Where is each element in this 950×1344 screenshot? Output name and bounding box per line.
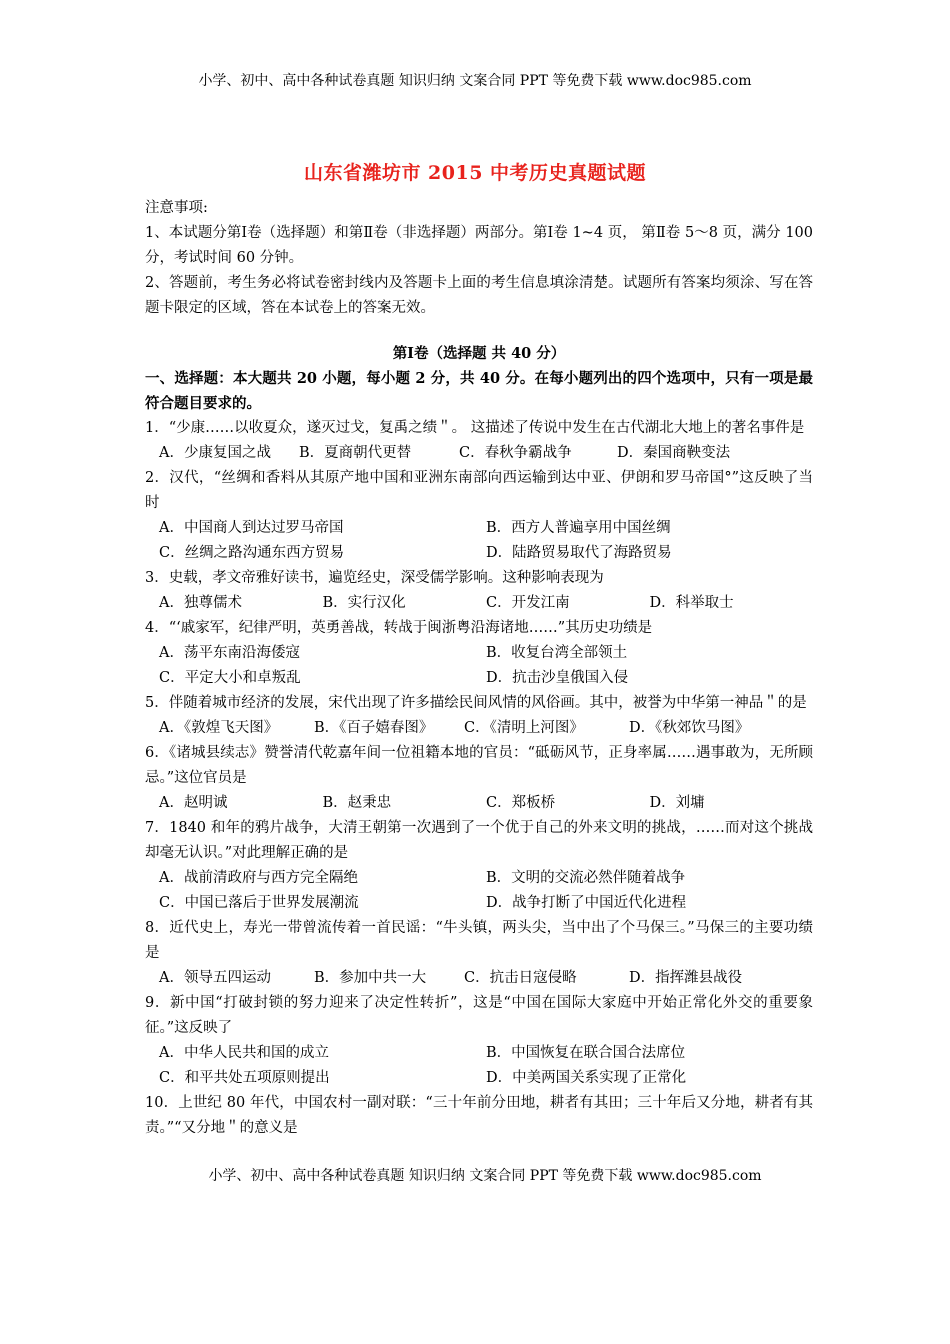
option-d: D．秦国商鞅变法 (617, 445, 731, 461)
option-a: A．少康复国之战 (159, 445, 271, 461)
question-8-options (145, 966, 813, 991)
option-a: A．中华人民共和国的成立 (159, 1045, 329, 1061)
option-d: D．刘墉 (649, 795, 705, 811)
option-a: A．独尊儒术 (159, 595, 242, 611)
question-10-stem: 10．上世纪 80 年代，中国农村一副对联：“三十年前分田地，耕者有其田；三十年后又分地，耕者有其责。”“又分地＂的意义是 (145, 1095, 813, 1136)
option-d: D．陆路贸易取代了海路贸易 (486, 545, 672, 561)
question-1-options (145, 441, 813, 466)
question-9-options-row2 (145, 1066, 813, 1091)
option-c: C．开发江南 (486, 595, 570, 611)
question-2-stem: 2．汉代，“丝绸和香料从其原产地中国和亚洲东南部向西运输到达中亚、伊朗和罗马帝国°”这反映了当时 (145, 470, 813, 511)
question-7-stem: 7．1840 和年的鸦片战争，大清王朝第一次遇到了一个优于自己的外来文明的挑战，……而对这个挑战却毫无认识。”对此理解正确的是 (145, 820, 813, 861)
notes-heading: 注意事项: (145, 200, 208, 216)
question-5-options (145, 716, 813, 741)
question-3-stem: 3．史载，孝文帝雅好读书，遍览经史，深受儒学影响。这种影响表现为 (145, 570, 604, 586)
question-5-stem: 5．伴随着城市经济的发展，宋代出现了许多描绘民间风情的风俗画。其中，被誉为中华第一神品＂的是 (145, 695, 807, 711)
page-title: 山东省潍坊市 2015 中考历史真题试题 (303, 162, 647, 184)
option-c: C．春秋争霸战争 (459, 445, 572, 461)
option-b: B．夏商朝代更替 (299, 445, 412, 461)
question-3-options (145, 591, 813, 616)
question-7-options-row1 (145, 866, 813, 891)
question-9-stem: 9．新中国“打破封锁的努力迎来了决定性转折”，这是“中国在国际大家庭中开始正常化外交的重要象征。”这反映了 (145, 995, 813, 1036)
option-c: C．中国已落后于世界发展潮流 (159, 895, 359, 911)
option-b: B．《百子嬉春图》 (314, 720, 434, 736)
option-b: B．中国恢复在联合国合法席位 (486, 1045, 686, 1061)
option-a: A．中国商人到达过罗马帝国 (159, 520, 344, 536)
option-c: C．和平共处五项原则提出 (159, 1070, 330, 1086)
option-a: A．《敦煌飞天图》 (159, 720, 279, 736)
question-4-options-row2 (145, 666, 813, 691)
option-d: D．《秋郊饮马图》 (629, 720, 750, 736)
part1-instruction: 一、选择题：本大题共 20 小题，每小题 2 分，共 40 分。在每小题列出的四个选项中，只有一项是最符合题目要求的。 (145, 370, 813, 412)
option-b: B．赵秉忠 (322, 795, 392, 811)
notes-item-1: 1、本试题分第Ⅰ卷（选择题）和第Ⅱ卷（非选择题）两部分。第Ⅰ卷 1~4 页， 第Ⅱ卷 5～8 页，满分 100 分，考试时间 60 分钟。 (145, 225, 813, 266)
option-a: A．赵明诚 (159, 795, 228, 811)
option-b: B．参加中共一大 (314, 970, 427, 986)
exam-content (145, 196, 813, 1141)
option-b: B．文明的交流必然伴随着战争 (486, 870, 686, 886)
question-6-stem: 6．《诸城县续志》赞誉清代乾嘉年间一位祖籍本地的官员：“砥砺风节，正身率属……遇事敢为，无所顾忌。”这位官员是 (145, 745, 813, 786)
option-c: C．郑板桥 (486, 795, 556, 811)
option-c: C．丝绸之路沟通东西方贸易 (159, 545, 345, 561)
option-c: C．《清明上河图》 (464, 720, 584, 736)
option-c: C．平定大小和卓叛乱 (159, 670, 301, 686)
option-c: C．抗击日寇侵略 (464, 970, 577, 986)
question-2-options-row2 (145, 541, 813, 566)
question-9-options-row1 (145, 1041, 813, 1066)
question-2-options-row1 (145, 516, 813, 541)
question-8-stem: 8．近代史上，寿光一带曾流传着一首民谣：“牛头镇，两头尖，当中出了个马保三。”马保三的主要功绩是 (145, 920, 813, 961)
option-d: D．抗击沙皇俄国入侵 (486, 670, 629, 686)
option-d: D．指挥潍县战役 (629, 970, 743, 986)
option-d: D．科举取士 (649, 595, 734, 611)
page-footer: 小学、初中、高中各种试卷真题 知识归纳 文案合同 PPT 等免费下载 www.doc985.com (208, 1168, 762, 1184)
question-6-options (145, 791, 813, 816)
option-a: A．领导五四运动 (159, 970, 271, 986)
question-4-options-row1 (145, 641, 813, 666)
option-d: D．战争打断了中国近代化进程 (486, 895, 687, 911)
notes-item-2: 2、答题前，考生务必将试卷密封线内及答题卡上面的考生信息填涂清楚。试题所有答案均须涂、写在答题卡限定的区域，答在本试卷上的答案无效。 (145, 275, 813, 316)
option-b: B．实行汉化 (322, 595, 406, 611)
question-4-stem: 4．“‘戚家军，纪律严明，英勇善战，转战于闽浙粤沿海诸地……”其历史功绩是 (145, 620, 653, 636)
option-a: A．战前清政府与西方完全隔绝 (159, 870, 358, 886)
part1-heading: 第Ⅰ卷（选择题 共 40 分） (392, 345, 566, 362)
option-b: B．收复台湾全部领土 (486, 645, 628, 661)
option-b: B．西方人普遍享用中国丝绸 (486, 520, 671, 536)
question-1-stem: 1．“少康……以收夏众，遂灭过戈，复禹之绩＂。 这描述了传说中发生在古代湖北大地上的著名事件是 (145, 420, 805, 436)
question-7-options-row2 (145, 891, 813, 916)
page-header: 小学、初中、高中各种试卷真题 知识归纳 文案合同 PPT 等免费下载 www.doc985.com (198, 73, 752, 89)
option-a: A．荡平东南沿海倭寇 (159, 645, 300, 661)
option-d: D．中美两国关系实现了正常化 (486, 1070, 687, 1086)
